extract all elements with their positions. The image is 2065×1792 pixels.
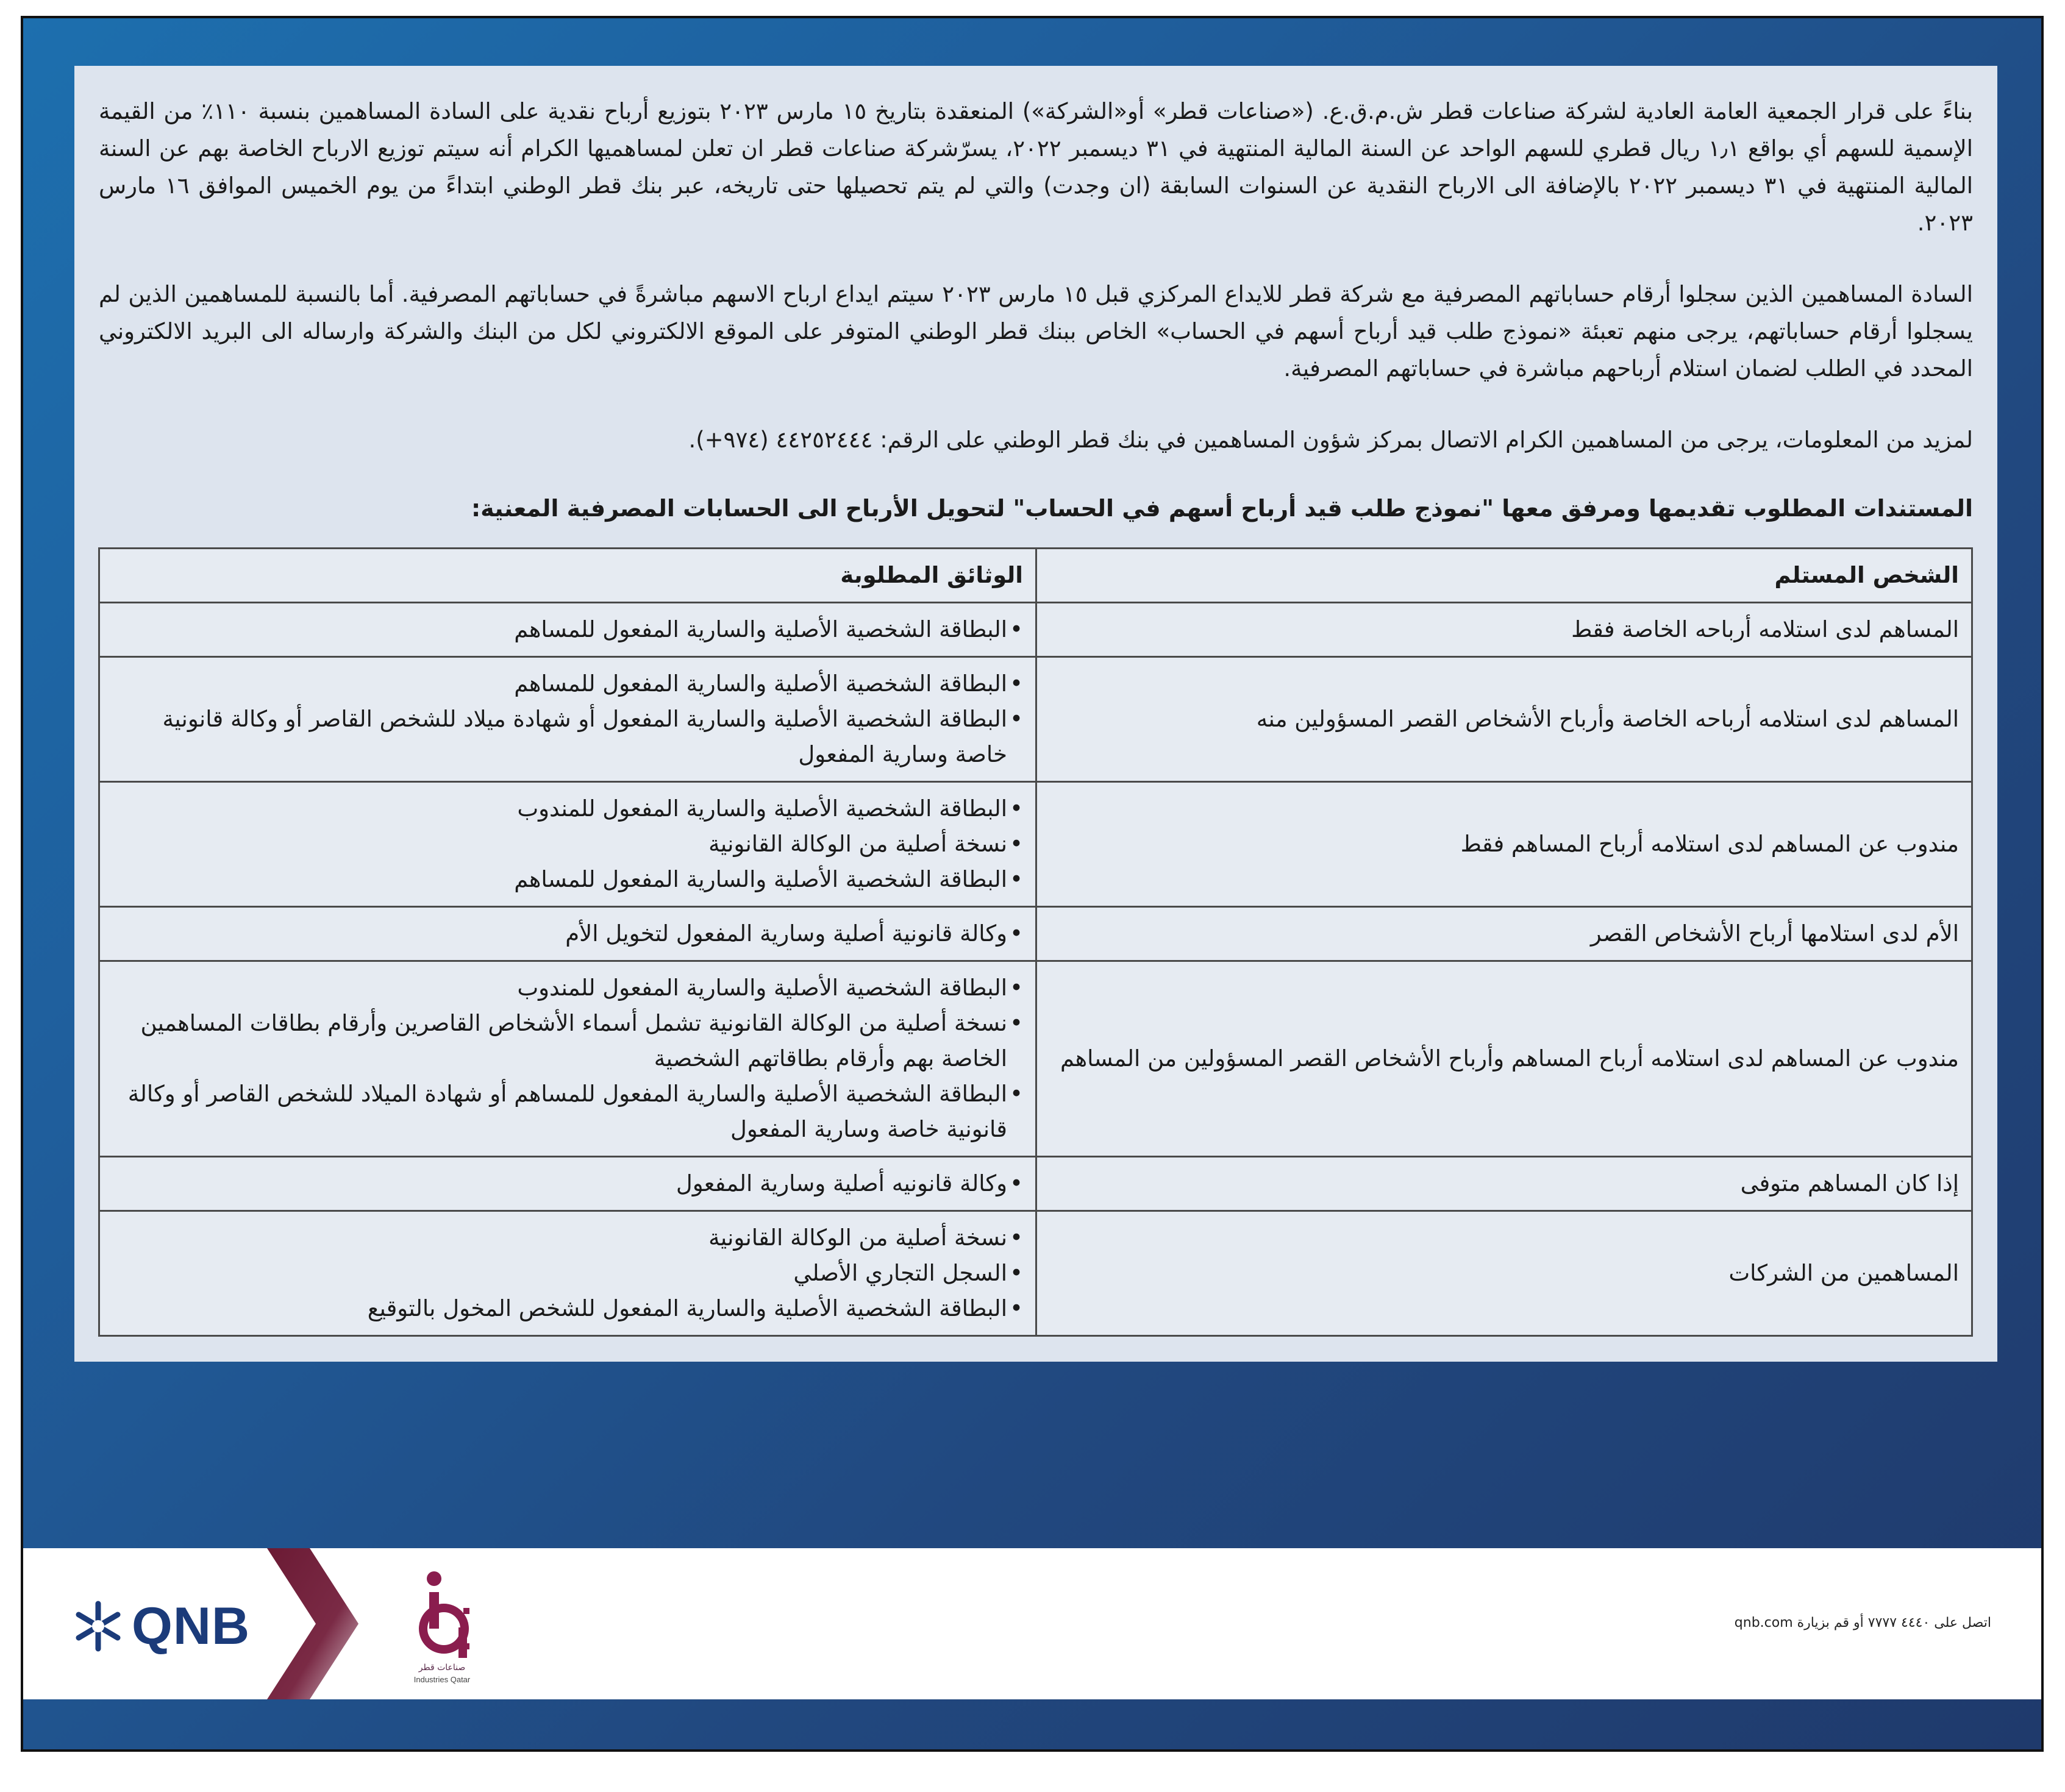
recipient-cell: المساهم لدى استلامه أرباحه الخاصة وأرباح الأشخاص القصر المسؤولين منه xyxy=(1036,657,1972,782)
document-item: • البطاقة الشخصية الأصلية والسارية المفعول أو شهادة ميلاد للشخص القاصر أو وكالة قانونية خاصة وسارية المفعول xyxy=(112,702,1023,772)
chevron-divider-icon xyxy=(267,1548,358,1699)
industries-qatar-arabic-label: صناعات قطر xyxy=(418,1663,466,1673)
document-item: • نسخة أصلية من الوكالة القانونية xyxy=(112,1220,1023,1256)
documents-heading: المستندات المطلوب تقديمها ومرفق معها "نموذج طلب قيد أرباح أسهم في الحساب" لتحويل الأرباح الى الحسابات المصرفية المعنية: xyxy=(471,495,1973,522)
qnb-logo xyxy=(72,1596,250,1657)
document-item: • وكالة قانونيه أصلية وسارية المفعول xyxy=(112,1166,1023,1201)
documents-cell xyxy=(99,603,1036,657)
document-item: • وكالة قانونية أصلية وسارية المفعول لتخويل الأم xyxy=(112,916,1023,951)
header-documents: الوثائق المطلوبة xyxy=(99,549,1036,603)
announcement-panel xyxy=(74,66,1997,1362)
document-item: • نسخة أصلية من الوكالة القانونية xyxy=(112,827,1023,862)
documents-cell xyxy=(99,1157,1036,1211)
paragraph-contact-info: لمزيد من المعلومات، يرجى من المساهمين الكرام الاتصال بمركز شؤون المساهمين في بنك قطر الوطني على الرقم: ٤٤٢٥٢٤٤٤ (٩٧٤+). xyxy=(688,427,1973,453)
document-item: • البطاقة الشخصية الأصلية والسارية المفعول للمساهم xyxy=(112,862,1023,897)
recipient-cell: إذا كان المساهم متوفى xyxy=(1036,1157,1972,1211)
recipient-cell: مندوب عن المساهم لدى استلامه أرباح المساهم فقط xyxy=(1036,782,1972,907)
document-item: • البطاقة الشخصية الأصلية والسارية المفعول للمساهم أو شهادة الميلاد للشخص القاصر أو وكالة قانونية خاصة وسارية المفعول xyxy=(112,1076,1023,1147)
recipient-cell: المساهم لدى استلامه أرباحه الخاصة فقط xyxy=(1036,603,1972,657)
contact-line: اتصل على ٤٤٤٠ ٧٧٧٧ أو قم بزيارة qnb.com xyxy=(1734,1615,1991,1630)
documents-cell xyxy=(99,961,1036,1157)
document-item: • نسخة أصلية من الوكالة القانونية تشمل أسماء الأشخاص القاصرين وأرقام بطاقات المساهمين الخاصة بهم وأرقام بطاقاتهم الشخصية xyxy=(112,1006,1023,1076)
document-item: • البطاقة الشخصية الأصلية والسارية المفعول للمساهم xyxy=(112,612,1023,647)
document-item: • البطاقة الشخصية الأصلية والسارية المفعول للشخص المخول بالتوقيع xyxy=(112,1291,1023,1326)
document-item: • البطاقة الشخصية الأصلية والسارية المفعول للمساهم xyxy=(112,666,1023,702)
advert-frame xyxy=(21,16,2044,1752)
recipient-cell: الأم لدى استلامها أرباح الأشخاص القصر xyxy=(1036,907,1972,961)
qnb-wordmark: QNB xyxy=(132,1596,251,1655)
table-row xyxy=(99,1211,1972,1336)
paragraph-bank-accounts: السادة المساهمين الذين سجلوا أرقام حساباتهم المصرفية مع شركة قطر للايداع المركزي قبل ١٥ مارس ٢٠٢٣ سيتم ايداع ارباح الاسهم مباشرةً في حساباتهم المصرفية. أما بالنسبة للمساهمين الذين لم يسجلوا أرقام حساباتهم، يرجى منهم تعبئة «نموذج طلب قيد أرباح أسهم في الحساب» الخاص ببنك قطر الوطني المتوفر على الموقع الالكتروني لكل من البنك والشركة وارساله الى البريد الالكتروني المحدد في الطلب لضمان استلام أرباحهم مباشرة في حساباتهم المصرفية. xyxy=(99,281,1973,382)
document-item: • البطاقة الشخصية الأصلية والسارية المفعول للمندوب xyxy=(112,970,1023,1006)
table-row xyxy=(99,961,1972,1157)
paragraph-dividend-decision: بناءً على قرار الجمعية العامة العادية لشركة صناعات قطر ش.م.ق.ع. («صناعات قطر» أو«الشركة») المنعقدة بتاريخ ١٥ مارس ٢٠٢٣ بتوزيع أرباح نقدية على السادة المساهمين بنسبة ١١٠٪ من القيمة الإسمية للسهم أي بواقع ١٫١ ريال قطري للسهم الواحد عن السنة المالية المنتهية في ٣١ ديسمبر ٢٠٢٢، يسرّشركة صناعات قطر ان تعلن لمساهميها الكرام أنه سيتم توزيع الارباح الخاصة بهم عن السنة المالية المنتهية في ٣١ ديسمبر ٢٠٢٢ بالإضافة الى الارباح النقدية عن السنوات السابقة (ان وجدت) والتي لم يتم تحصيلها حتى تاريخه، عبر بنك قطر الوطني ابتداءً من يوم الخميس الموافق ١٦ مارس ٢٠٢٣. xyxy=(99,98,1974,236)
documents-cell xyxy=(99,1211,1036,1336)
header-recipient: الشخص المستلم xyxy=(1036,549,1972,603)
table-row xyxy=(99,603,1972,657)
table-header-row xyxy=(99,549,1972,603)
recipient-cell: المساهمين من الشركات xyxy=(1036,1211,1972,1336)
documents-cell xyxy=(99,907,1036,961)
document-item: • البطاقة الشخصية الأصلية والسارية المفعول للمندوب xyxy=(112,791,1023,827)
table-row xyxy=(99,907,1972,961)
table-row xyxy=(99,657,1972,782)
documents-cell xyxy=(99,782,1036,907)
table-row xyxy=(99,1157,1972,1211)
documents-cell xyxy=(99,657,1036,782)
document-item: • السجل التجاري الأصلي xyxy=(112,1256,1023,1291)
qnb-snowflake-icon xyxy=(72,1600,124,1652)
recipient-cell: مندوب عن المساهم لدى استلامه أرباح المساهم وأرباح الأشخاص القصر المسؤولين من المساهم xyxy=(1036,961,1972,1157)
footer-bar xyxy=(23,1548,2041,1699)
industries-qatar-english-label: Industries Qatar xyxy=(413,1675,471,1684)
required-documents-table xyxy=(98,547,1973,1337)
table-row xyxy=(99,782,1972,907)
